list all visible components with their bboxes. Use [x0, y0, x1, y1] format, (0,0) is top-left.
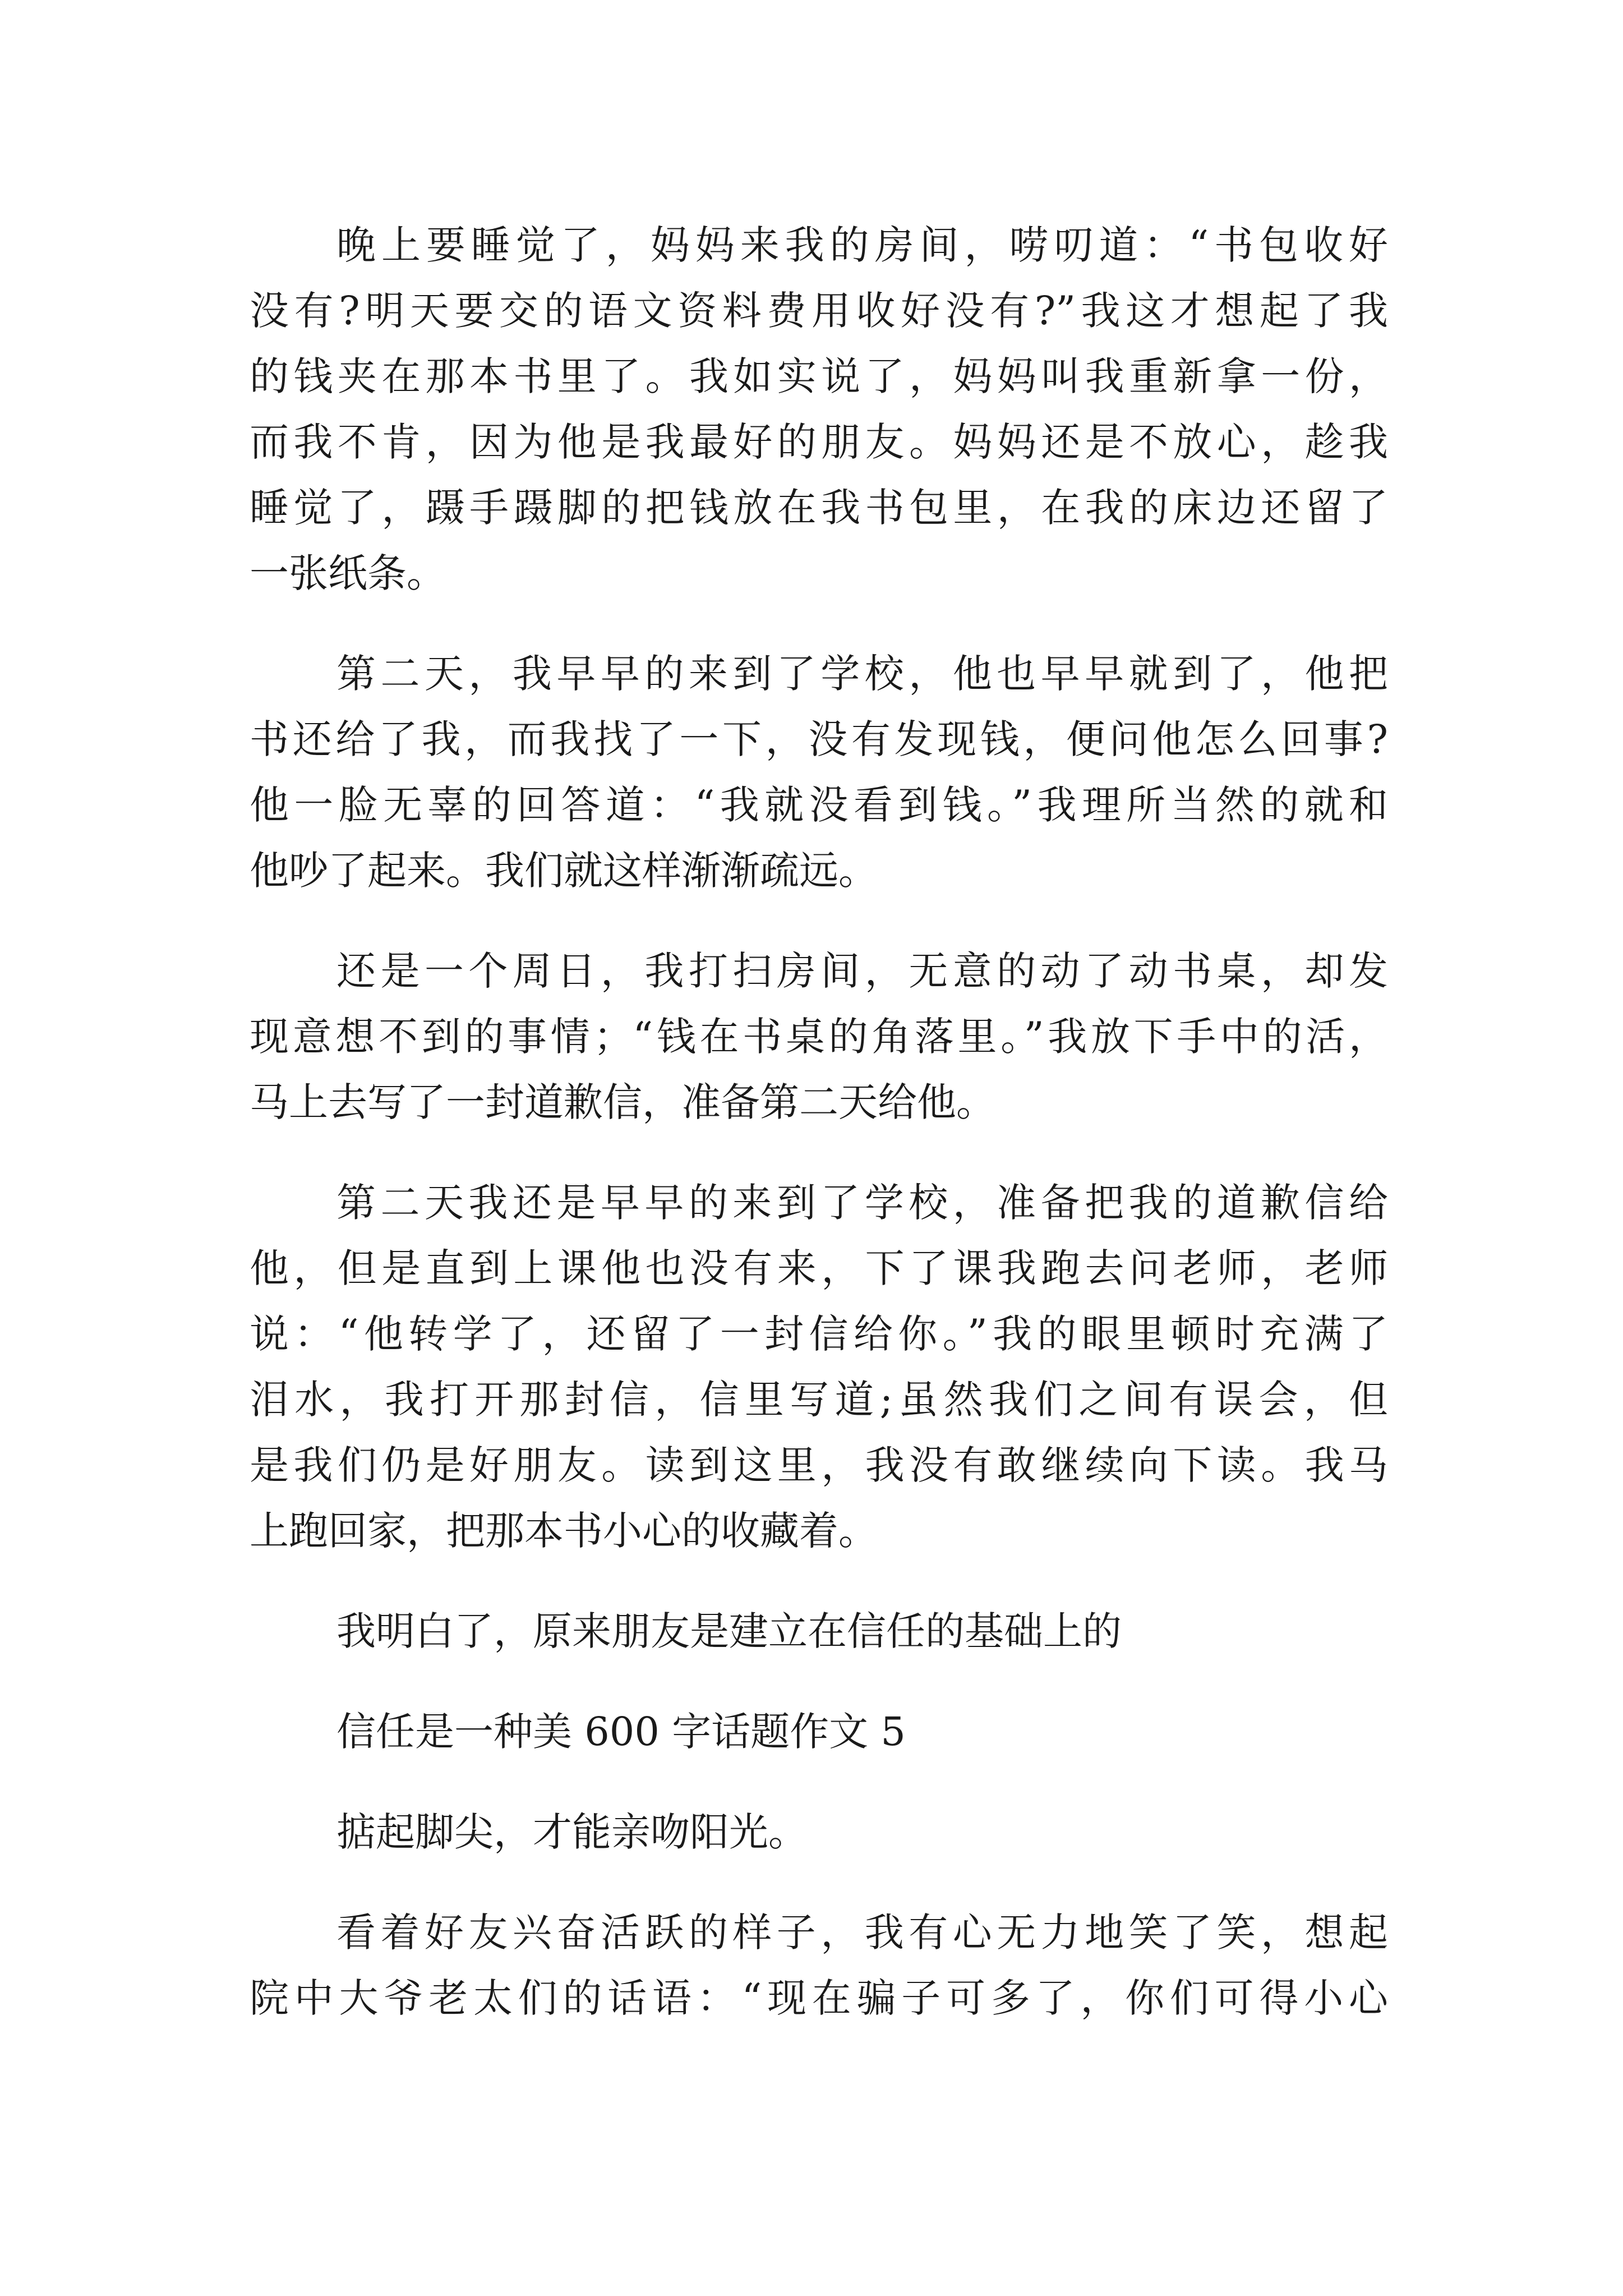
- text-line: 他一脸无辜的回答道：“我就没看到钱。”我理所当然的就和: [250, 782, 1388, 828]
- text-line: 晚上要睡觉了，妈妈来我的房间，唠叨道：“书包收好: [336, 222, 1388, 268]
- text-line: 的钱夹在那本书里了。我如实说了，妈妈叫我重新拿一份，: [250, 353, 1388, 399]
- text-line: 书还给了我，而我找了一下，没有发现钱，便问他怎么回事?: [250, 716, 1388, 762]
- text-line: 掂起脚尖，才能亲吻阳光。: [336, 1809, 808, 1855]
- text-line: 他吵了起来。我们就这样渐渐疏远。: [250, 848, 878, 894]
- text-line: 上跑回家，把那本书小心的收藏着。: [250, 1508, 878, 1554]
- text-line: 一张纸条。: [250, 550, 446, 596]
- text-line: 睡觉了，蹑手蹑脚的把钱放在我书包里，在我的床边还留了: [250, 485, 1388, 531]
- text-line: 看着好友兴奋活跃的样子，我有心无力地笑了笑，想起: [336, 1910, 1388, 1955]
- text-line: 而我不肯，因为他是我最好的朋友。妈妈还是不放心，趁我: [250, 419, 1388, 465]
- text-line: 第二天我还是早早的来到了学校，准备把我的道歉信给: [336, 1180, 1388, 1226]
- text-line: 我明白了，原来朋友是建立在信任的基础上的: [336, 1608, 1122, 1654]
- text-line: 泪水，我打开那封信，信里写道;虽然我们之间有误会，但: [250, 1377, 1388, 1423]
- text-line: 院中大爷老太们的话语：“现在骗子可多了，你们可得小心: [250, 1975, 1388, 2021]
- text-line: 他，但是直到上课他也没有来，下了课我跑去问老师，老师: [250, 1245, 1388, 1291]
- text-line: 是我们仍是好朋友。读到这里，我没有敢继续向下读。我马: [250, 1442, 1388, 1488]
- essay-heading: 信任是一种美 600 字话题作文 5: [336, 1709, 906, 1755]
- text-line: 还是一个周日，我打扫房间，无意的动了动书桌，却发: [336, 948, 1388, 994]
- text-line: 没有?明天要交的语文资料费用收好没有?”我这才想起了我: [250, 288, 1388, 334]
- text-line: 第二天，我早早的来到了学校，他也早早就到了，他把: [336, 651, 1388, 697]
- text-line: 现意想不到的事情；“钱在书桌的角落里。”我放下手中的活，: [250, 1014, 1388, 1060]
- text-line: 马上去写了一封道歉信，准备第二天给他。: [250, 1079, 995, 1125]
- text-line: 说：“他转学了，还留了一封信给你。”我的眼里顿时充满了: [250, 1311, 1388, 1357]
